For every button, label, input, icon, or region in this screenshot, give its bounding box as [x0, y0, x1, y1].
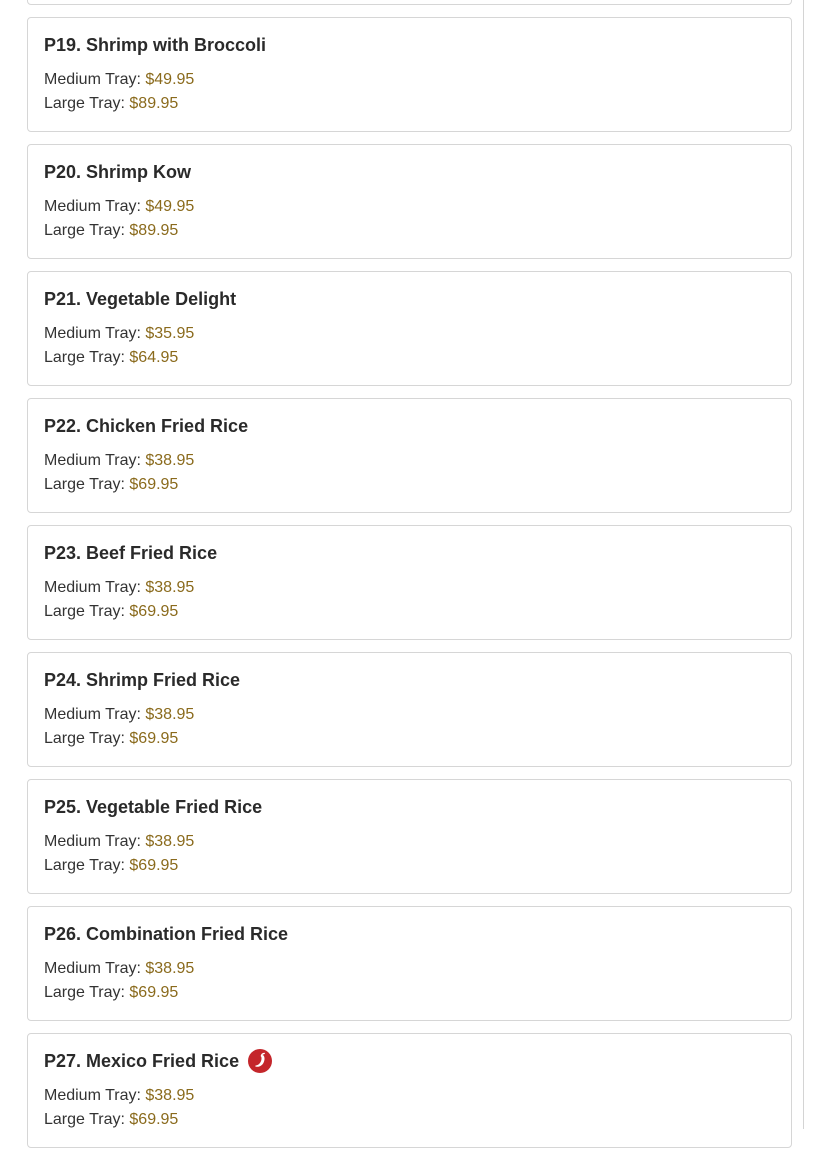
- large-tray-line: [44, 981, 775, 1005]
- large-tray-price: $64.95: [129, 349, 179, 366]
- chili-pepper-icon: [248, 1049, 272, 1073]
- large-tray-label: Large Tray:: [44, 730, 125, 747]
- large-tray-price: $69.95: [129, 730, 179, 747]
- medium-tray-label: Medium Tray:: [44, 579, 141, 596]
- large-tray-label: Large Tray:: [44, 349, 125, 366]
- menu-item-card-p21[interactable]: [27, 271, 792, 386]
- menu-item-name: P24. Shrimp Fried Rice: [44, 669, 241, 690]
- menu-item-title: [44, 796, 775, 818]
- large-tray-label: Large Tray:: [44, 95, 125, 112]
- medium-tray-price: $38.95: [145, 1087, 195, 1104]
- menu-item-prices: [44, 195, 775, 243]
- menu-item-name: P25. Vegetable Fried Rice: [44, 796, 263, 817]
- large-tray-line: [44, 854, 775, 878]
- catering-menu-list: [27, 0, 792, 1160]
- menu-item-title: [44, 288, 775, 310]
- menu-item-prices: [44, 1084, 775, 1132]
- large-tray-line: [44, 727, 775, 751]
- medium-tray-line: [44, 322, 775, 346]
- menu-item-card-p27[interactable]: [27, 1033, 792, 1148]
- large-tray-line: [44, 219, 775, 243]
- large-tray-price: $89.95: [129, 95, 179, 112]
- large-tray-label: Large Tray:: [44, 222, 125, 239]
- menu-item-title: [44, 542, 775, 564]
- menu-item-title: [44, 415, 775, 437]
- medium-tray-price: $38.95: [145, 452, 195, 469]
- menu-item-title: [44, 1050, 775, 1072]
- medium-tray-label: Medium Tray:: [44, 1087, 141, 1104]
- menu-item-prices: [44, 703, 775, 751]
- menu-item-name: P22. Chicken Fried Rice: [44, 415, 249, 436]
- menu-item-card-p23[interactable]: [27, 525, 792, 640]
- large-tray-price: $69.95: [129, 857, 179, 874]
- large-tray-price: $69.95: [129, 984, 179, 1001]
- large-tray-line: [44, 473, 775, 497]
- medium-tray-label: Medium Tray:: [44, 198, 141, 215]
- medium-tray-line: [44, 195, 775, 219]
- medium-tray-price: $38.95: [145, 706, 195, 723]
- large-tray-price: $69.95: [129, 603, 179, 620]
- menu-item-title: [44, 161, 775, 183]
- menu-item-prices: [44, 322, 775, 370]
- menu-item-prices: [44, 449, 775, 497]
- medium-tray-price: $49.95: [145, 71, 195, 88]
- large-tray-label: Large Tray:: [44, 476, 125, 493]
- medium-tray-line: [44, 576, 775, 600]
- medium-tray-line: [44, 957, 775, 981]
- menu-item-prices: [44, 830, 775, 878]
- menu-item-name: P27. Mexico Fried Rice: [44, 1050, 240, 1071]
- medium-tray-line: [44, 830, 775, 854]
- large-tray-price: $69.95: [129, 1111, 179, 1128]
- large-tray-label: Large Tray:: [44, 1111, 125, 1128]
- menu-item-name: P26. Combination Fried Rice: [44, 923, 289, 944]
- medium-tray-price: $38.95: [145, 960, 195, 977]
- page-right-edge: [803, 0, 804, 1129]
- large-tray-line: [44, 346, 775, 370]
- large-tray-line: [44, 1108, 775, 1132]
- menu-item-prices: [44, 68, 775, 116]
- medium-tray-label: Medium Tray:: [44, 71, 141, 88]
- medium-tray-price: $38.95: [145, 833, 195, 850]
- large-tray-label: Large Tray:: [44, 857, 125, 874]
- large-tray-label: Large Tray:: [44, 984, 125, 1001]
- large-tray-label: Large Tray:: [44, 603, 125, 620]
- medium-tray-line: [44, 1084, 775, 1108]
- large-tray-price: $89.95: [129, 222, 179, 239]
- large-tray-line: [44, 92, 775, 116]
- menu-item-title: [44, 923, 775, 945]
- menu-item-name: P20. Shrimp Kow: [44, 161, 192, 182]
- menu-item-prices: [44, 576, 775, 624]
- menu-item-card-p24[interactable]: [27, 652, 792, 767]
- menu-item-title: [44, 669, 775, 691]
- menu-item-name: P21. Vegetable Delight: [44, 288, 237, 309]
- menu-item-prices: [44, 957, 775, 1005]
- medium-tray-label: Medium Tray:: [44, 452, 141, 469]
- medium-tray-price: $49.95: [145, 198, 195, 215]
- medium-tray-label: Medium Tray:: [44, 960, 141, 977]
- menu-item-name: P23. Beef Fried Rice: [44, 542, 218, 563]
- menu-item-title: [44, 34, 775, 56]
- menu-item-card-p26[interactable]: [27, 906, 792, 1021]
- medium-tray-label: Medium Tray:: [44, 325, 141, 342]
- menu-item-card-p22[interactable]: [27, 398, 792, 513]
- menu-item-card-p18[interactable]: [27, 0, 792, 5]
- medium-tray-price: $35.95: [145, 325, 195, 342]
- menu-item-name: P19. Shrimp with Broccoli: [44, 34, 267, 55]
- menu-item-card-p19[interactable]: [27, 17, 792, 132]
- menu-item-card-p20[interactable]: [27, 144, 792, 259]
- menu-item-card-p25[interactable]: [27, 779, 792, 894]
- medium-tray-label: Medium Tray:: [44, 706, 141, 723]
- large-tray-price: $69.95: [129, 476, 179, 493]
- large-tray-line: [44, 600, 775, 624]
- medium-tray-line: [44, 68, 775, 92]
- medium-tray-price: $38.95: [145, 579, 195, 596]
- medium-tray-line: [44, 703, 775, 727]
- medium-tray-label: Medium Tray:: [44, 833, 141, 850]
- medium-tray-line: [44, 449, 775, 473]
